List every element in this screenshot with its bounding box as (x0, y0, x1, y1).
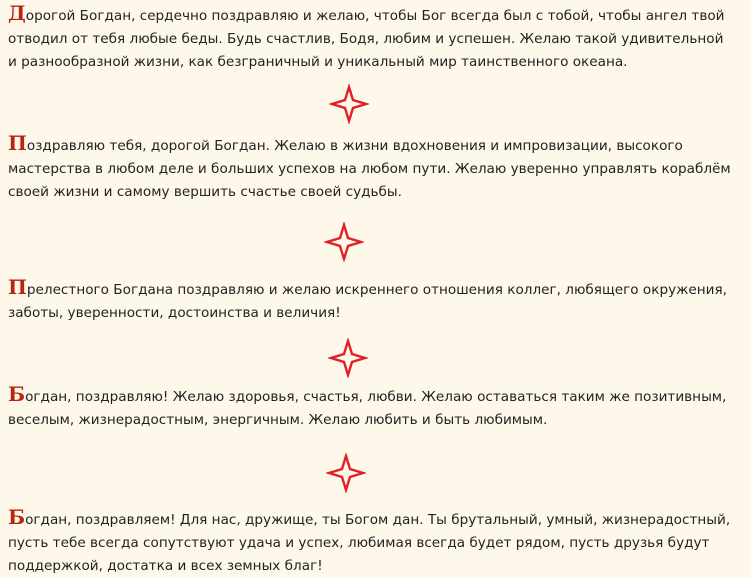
greeting-line: и разнообразной жизни, как безграничный и уникальный мир таинственного океана. (8, 54, 628, 70)
drop-cap: Б (8, 382, 26, 406)
greeting-line: отводил от тебя любые беды. Будь счастлив, Бодя, любим и успешен. Желаю такой удивительной (8, 31, 724, 47)
greeting-line: Богдан, поздравляю! Желаю здоровья, счастья, любви. Желаю оставаться таким же позитивным, (8, 382, 727, 406)
greeting-line: Прелестного Богдана поздравляю и желаю искреннего отношения коллег, любящего окружения, (8, 275, 727, 299)
greeting-line: Дорогой Богдан, сердечно поздравляю и желаю, чтобы Бог всегда был с тобой, чтобы ангел твой (8, 1, 725, 25)
greeting-line: Поздравляю тебя, дорогой Богдан. Желаю в жизни вдохновения и импровизации, высокого (8, 131, 683, 155)
four-point-star-icon (326, 453, 366, 493)
greeting-2 (8, 131, 751, 204)
greeting-line: пусть тебе всегда сопутствуют удача и успех, любимая всегда будет рядом, пусть друзья будут (8, 535, 710, 551)
greeting-line: веселым, жизнерадостным, энергичным. Желаю любить и быть любимым. (8, 412, 548, 428)
greeting-5 (8, 505, 751, 578)
greeting-line: поддержкой, достатка и всех земных благ! (8, 558, 323, 574)
four-point-star-icon (324, 222, 364, 262)
greeting-1 (8, 1, 751, 74)
greeting-3 (8, 275, 751, 325)
drop-cap: П (8, 275, 27, 299)
greeting-line: своей жизни и самому вершить счастье своей судьбы. (8, 184, 402, 200)
drop-cap: Д (8, 1, 26, 25)
drop-cap: Б (8, 505, 26, 529)
greeting-line: мастерства в любом деле и больших успехов на любом пути. Желаю уверенно управлять кораблём (8, 161, 731, 177)
four-point-star-icon (328, 338, 368, 378)
greeting-line: Богдан, поздравляем! Для нас, дружище, ты Богом дан. Ты брутальный, умный, жизнерадостный, (8, 505, 731, 529)
four-point-star-icon (329, 84, 369, 124)
greeting-4 (8, 382, 751, 432)
greeting-line: заботы, уверенности, достоинства и величия! (8, 305, 341, 321)
drop-cap: П (8, 131, 27, 155)
